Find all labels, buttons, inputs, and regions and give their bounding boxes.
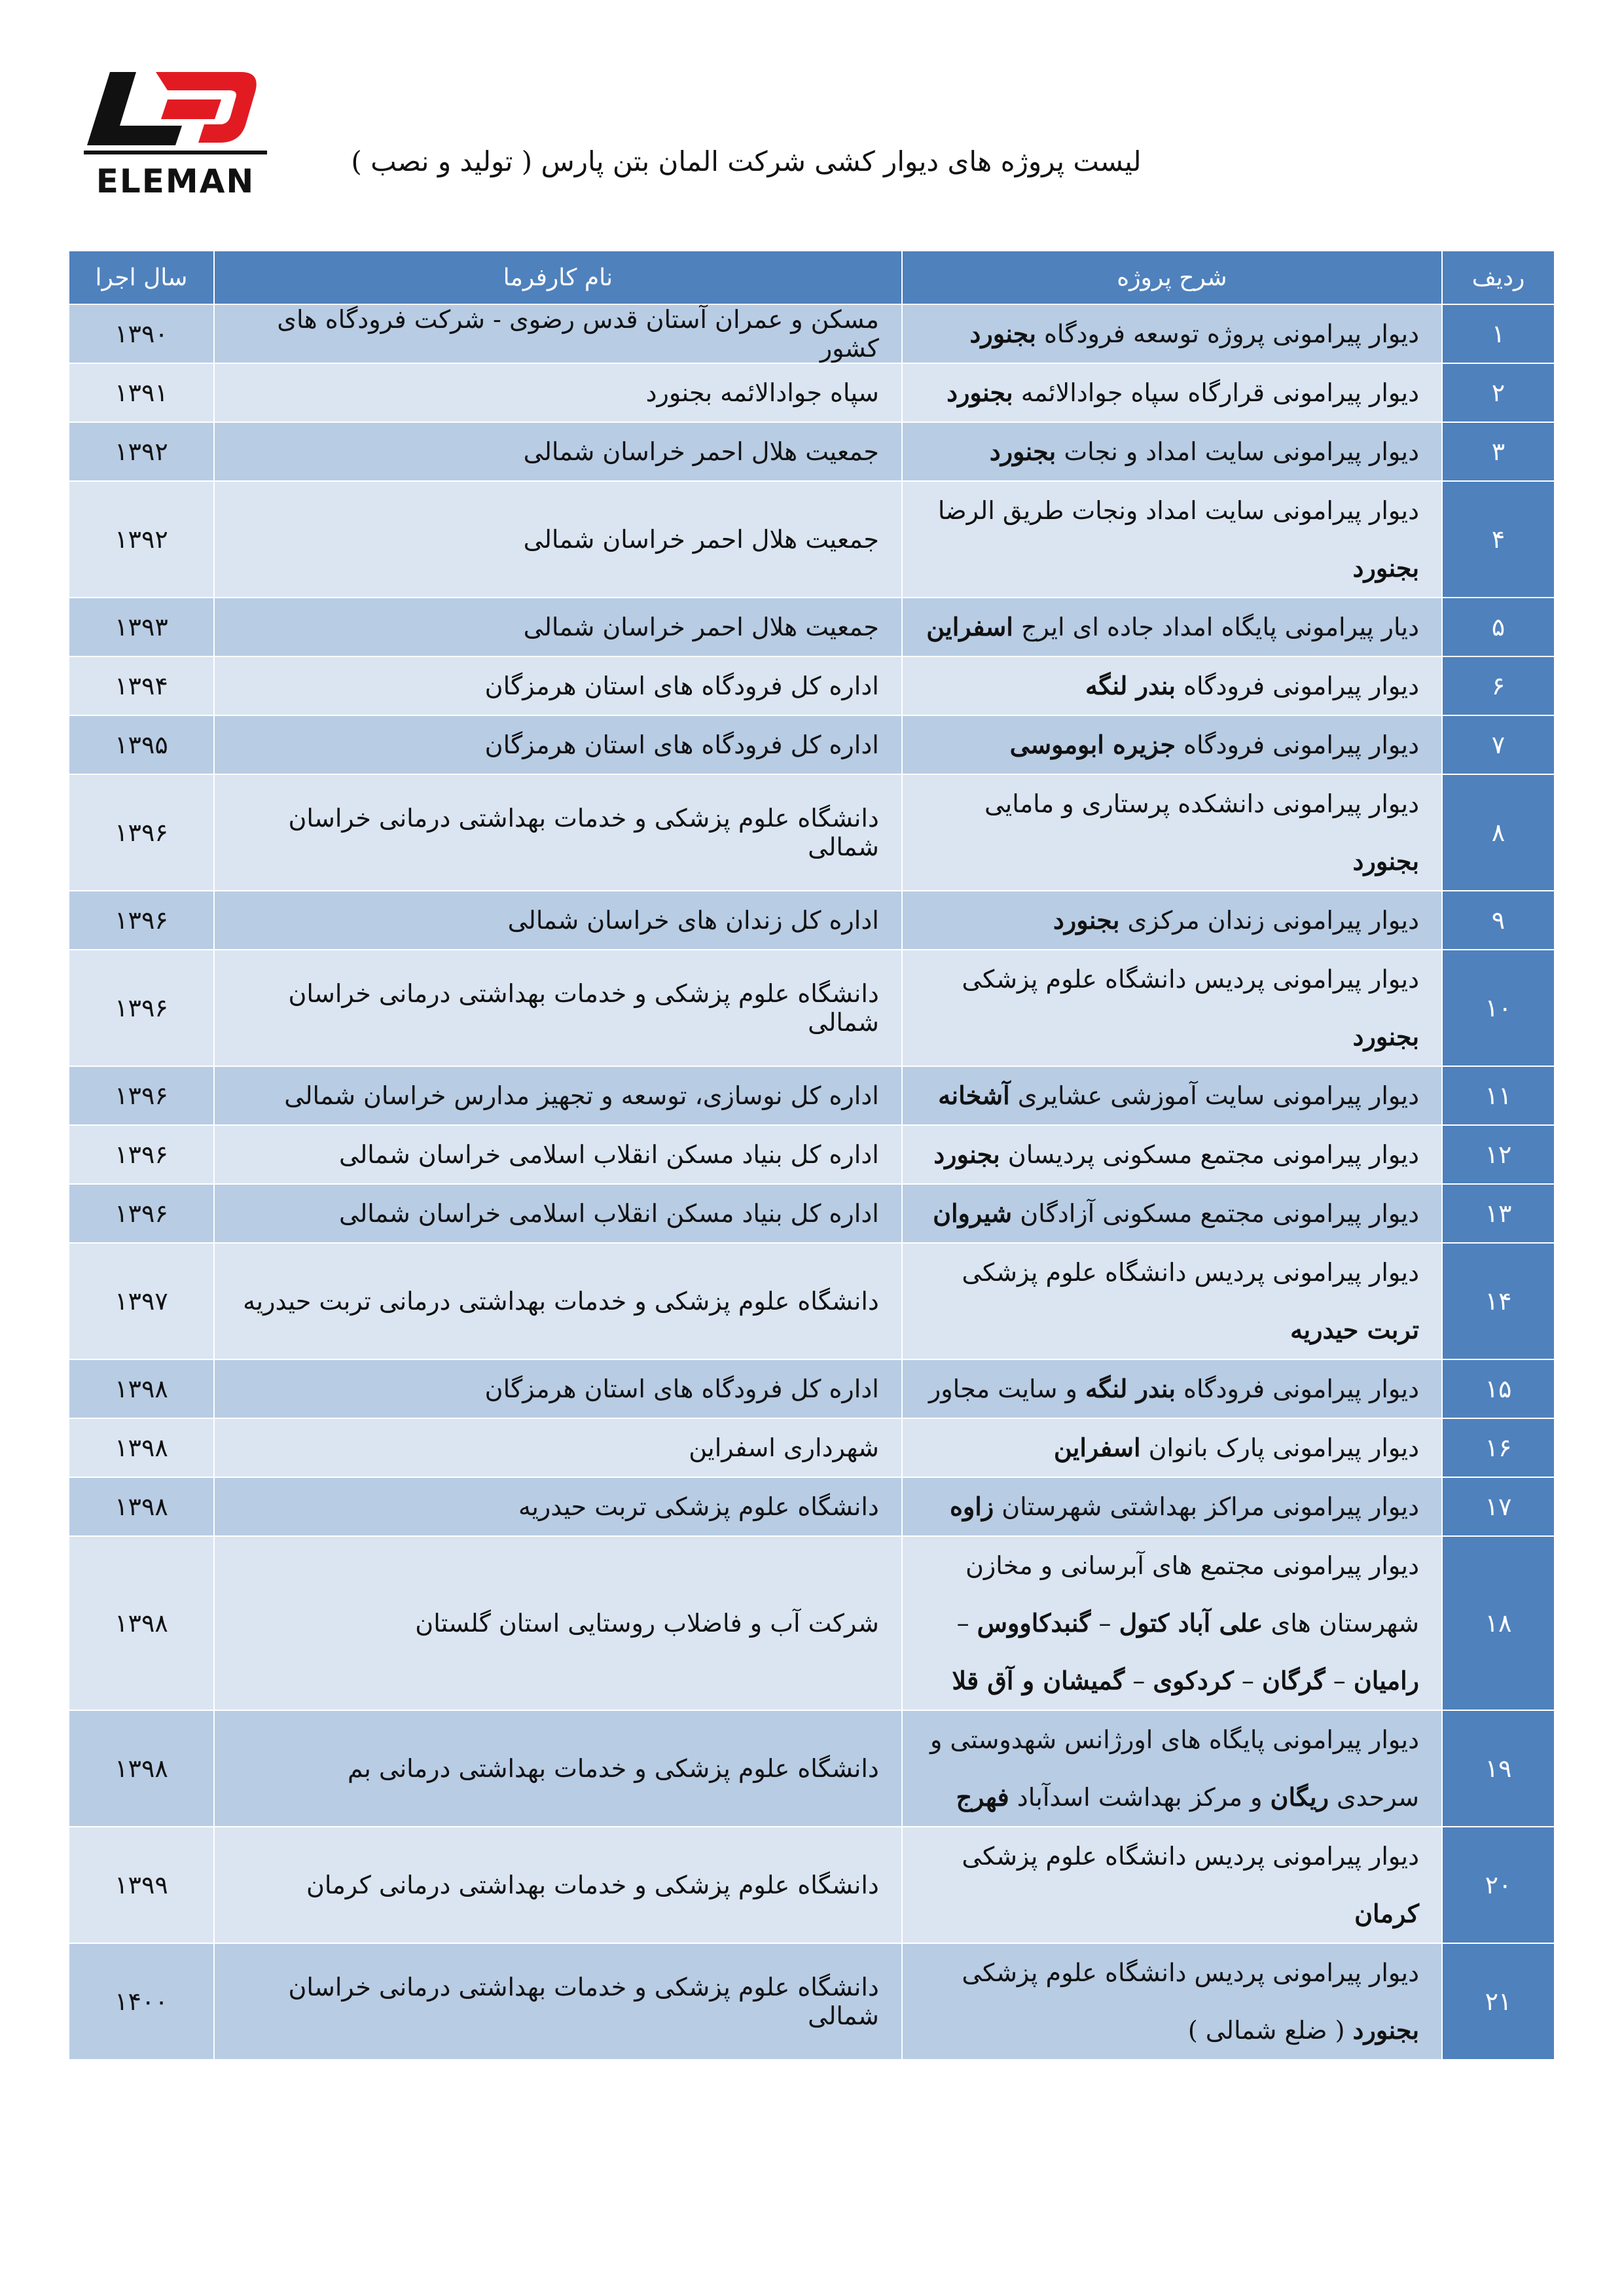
execution-year: ۱۳۹۶ — [69, 774, 214, 891]
employer-name: دانشگاه علوم پزشکی تربت حیدریه — [214, 1477, 902, 1536]
row-number: ۱۲ — [1442, 1125, 1555, 1184]
execution-year: ۱۳۹۸ — [69, 1418, 214, 1477]
project-description — [902, 598, 1442, 656]
employer-name: دانشگاه علوم پزشکی و خدمات بهداشتی درمانی بم — [214, 1710, 902, 1827]
table-row — [69, 1827, 1555, 1943]
header-row-number: ردیف — [1442, 251, 1555, 304]
employer-name: شهرداری اسفراین — [214, 1418, 902, 1477]
place-name: رامیان — [1353, 1666, 1420, 1695]
project-description — [902, 774, 1442, 891]
place-name: ریگان — [1270, 1782, 1329, 1812]
description-text: دیار پیرامونی پایگاه امداد جاده ای ایرج — [1013, 613, 1420, 641]
row-number: ۱۰ — [1442, 950, 1555, 1066]
project-description — [902, 422, 1442, 481]
place-name: کرمان — [1354, 1899, 1420, 1928]
employer-name: جمعیت هلال احمر خراسان شمالی — [214, 422, 902, 481]
place-name: گنبدکاووس — [977, 1608, 1091, 1638]
place-name: علی آباد کتول — [1119, 1608, 1263, 1638]
employer-name: جمعیت هلال احمر خراسان شمالی — [214, 481, 902, 598]
row-number: ۲ — [1442, 363, 1555, 422]
table-header — [69, 251, 1555, 304]
description-text: ( ضلع شمالی ) — [1187, 2016, 1353, 2045]
employer-name: دانشگاه علوم پزشکی و خدمات بهداشتی درمانی خراسان شمالی — [214, 1943, 902, 2060]
table-row — [69, 363, 1555, 422]
place-name: بجنورد — [969, 319, 1036, 348]
project-description — [902, 1066, 1442, 1125]
project-description — [902, 481, 1442, 598]
table-row — [69, 1710, 1555, 1827]
place-name: گرگان — [1262, 1666, 1326, 1695]
execution-year: ۱۳۹۶ — [69, 891, 214, 950]
description-text: و سایت مجاور — [928, 1374, 1085, 1403]
execution-year: ۱۳۹۵ — [69, 715, 214, 774]
header-year: سال اجرا — [69, 251, 214, 304]
description-text: دیوار پیرامونی مجتمع مسکونی آزادگان — [1012, 1199, 1420, 1228]
table-row — [69, 656, 1555, 715]
execution-year: ۱۳۹۱ — [69, 363, 214, 422]
description-text: دیوار پیرامونی پردیس دانشگاه علوم پزشکی — [962, 1842, 1420, 1871]
projects-table — [68, 250, 1555, 2060]
project-description — [902, 1477, 1442, 1536]
description-text: دیوار پیرامونی مجتمع مسکونی پردیسان — [1000, 1140, 1420, 1169]
execution-year: ۱۳۹۸ — [69, 1359, 214, 1418]
description-text: – — [956, 1609, 977, 1638]
table-row — [69, 950, 1555, 1066]
project-description — [902, 656, 1442, 715]
row-number: ۴ — [1442, 481, 1555, 598]
place-name: گمیشان و آق قلا — [952, 1666, 1125, 1695]
employer-name: سپاه جوادالائمه بجنورد — [214, 363, 902, 422]
place-name: کردکوی — [1153, 1666, 1234, 1695]
table-row — [69, 422, 1555, 481]
description-text: دیوار پیرامونی پایگاه های اورژانس شهدوستی و سرحدی — [929, 1725, 1420, 1812]
employer-name: اداره کل نوسازی، توسعه و تجهیز مدارس خراسان شمالی — [214, 1066, 902, 1125]
table-row — [69, 1943, 1555, 2060]
row-number: ۱ — [1442, 304, 1555, 363]
table-row — [69, 1125, 1555, 1184]
header-project-description: شرح پروژه — [902, 251, 1442, 304]
description-text: دیوار پیرامونی فرودگاه — [1175, 1374, 1420, 1403]
place-name: اسفراین — [926, 612, 1013, 641]
table-row — [69, 1477, 1555, 1536]
project-description — [902, 1827, 1442, 1943]
description-text: دیوار پیرامونی مراکز بهداشتی شهرستان — [994, 1492, 1420, 1521]
description-text: دیوار پیرامونی سایت آموزشی عشایری — [1009, 1081, 1420, 1110]
description-text: و مرکز بهداشت اسدآباد — [1009, 1783, 1271, 1812]
table-row — [69, 774, 1555, 891]
employer-name: دانشگاه علوم پزشکی و خدمات بهداشتی درمانی خراسان شمالی — [214, 774, 902, 891]
description-text: دیوار پیرامونی پارک بانوان — [1140, 1433, 1420, 1462]
description-text: دیوار پیرامونی پروژه توسعه فرودگاه — [1036, 319, 1420, 348]
place-name: بجنورد — [1053, 905, 1120, 935]
row-number: ۱۴ — [1442, 1243, 1555, 1359]
eleman-logo-icon — [84, 65, 267, 157]
employer-name: اداره کل فرودگاه های استان هرمزگان — [214, 656, 902, 715]
table-row — [69, 1243, 1555, 1359]
description-text: دیوار پیرامونی پردیس دانشگاه علوم پزشکی — [962, 1958, 1420, 1987]
execution-year: ۱۳۹۶ — [69, 950, 214, 1066]
project-description — [902, 363, 1442, 422]
project-description — [902, 304, 1442, 363]
place-name: آشخانه — [938, 1081, 1010, 1110]
description-text: دیوار پیرامونی دانشکده پرستاری و مامایی — [984, 789, 1420, 818]
row-number: ۱۷ — [1442, 1477, 1555, 1536]
employer-name: جمعیت هلال احمر خراسان شمالی — [214, 598, 902, 656]
row-number: ۱۶ — [1442, 1418, 1555, 1477]
row-number: ۳ — [1442, 422, 1555, 481]
place-name: اسفراین — [1053, 1433, 1141, 1462]
row-number: ۲۰ — [1442, 1827, 1555, 1943]
place-name: شیروان — [933, 1198, 1013, 1228]
row-number: ۶ — [1442, 656, 1555, 715]
description-text: دیوار پیرامونی سایت امداد ونجات طریق الرضا — [937, 496, 1420, 525]
description-text: – — [1091, 1609, 1119, 1638]
project-description — [902, 1184, 1442, 1243]
row-number: ۱۹ — [1442, 1710, 1555, 1827]
logo-wordmark: ELEMAN — [96, 162, 255, 200]
row-number: ۲۱ — [1442, 1943, 1555, 2060]
place-name: بجنورد — [1352, 553, 1420, 583]
execution-year: ۱۳۹۶ — [69, 1184, 214, 1243]
place-name: تربت حیدریه — [1290, 1315, 1420, 1344]
place-name: بندر لنگه — [1085, 1374, 1176, 1403]
eleman-logo — [84, 65, 267, 200]
execution-year: ۱۳۹۶ — [69, 1125, 214, 1184]
project-description — [902, 1243, 1442, 1359]
description-text: دیوار پیرامونی زندان مرکزی — [1119, 906, 1420, 935]
place-name: بجنورد — [933, 1139, 1000, 1169]
employer-name: دانشگاه علوم پزشکی و خدمات بهداشتی درمانی خراسان شمالی — [214, 950, 902, 1066]
table-row — [69, 1418, 1555, 1477]
project-description — [902, 1418, 1442, 1477]
execution-year: ۱۳۹۳ — [69, 598, 214, 656]
employer-name: اداره کل بنیاد مسکن انقلاب اسلامی خراسان شمالی — [214, 1184, 902, 1243]
place-name: جزیره ابوموسی — [1009, 730, 1176, 759]
table-row — [69, 1184, 1555, 1243]
employer-name: دانشگاه علوم پزشکی و خدمات بهداشتی درمانی تربت حیدریه — [214, 1243, 902, 1359]
place-name: بجنورد — [1352, 1022, 1420, 1051]
execution-year: ۱۳۹۰ — [69, 304, 214, 363]
project-description — [902, 1359, 1442, 1418]
row-number: ۱۸ — [1442, 1536, 1555, 1710]
table-row — [69, 891, 1555, 950]
description-text: – — [1125, 1666, 1153, 1695]
execution-year: ۱۳۹۷ — [69, 1243, 214, 1359]
row-number: ۷ — [1442, 715, 1555, 774]
table-row — [69, 304, 1555, 363]
place-name: بجنورد — [947, 378, 1013, 407]
project-description — [902, 1536, 1442, 1710]
description-text: دیوار پیرامونی سایت امداد و نجات — [1056, 437, 1420, 466]
execution-year: ۱۳۹۶ — [69, 1066, 214, 1125]
row-number: ۵ — [1442, 598, 1555, 656]
execution-year: ۱۳۹۲ — [69, 481, 214, 598]
row-number: ۱۵ — [1442, 1359, 1555, 1418]
table-row — [69, 598, 1555, 656]
execution-year: ۱۳۹۲ — [69, 422, 214, 481]
description-text: – — [1233, 1666, 1262, 1695]
employer-name: مسکن و عمران آستان قدس رضوی - شرکت فرودگاه های کشور — [214, 304, 902, 363]
project-description — [902, 1710, 1442, 1827]
place-name: فهرج — [956, 1782, 1009, 1812]
place-name: بندر لنگه — [1085, 671, 1176, 700]
row-number: ۱۳ — [1442, 1184, 1555, 1243]
employer-name: اداره کل فرودگاه های استان هرمزگان — [214, 715, 902, 774]
table-row — [69, 1536, 1555, 1710]
employer-name: اداره کل فرودگاه های استان هرمزگان — [214, 1359, 902, 1418]
execution-year: ۱۴۰۰ — [69, 1943, 214, 2060]
table-body — [69, 304, 1555, 2060]
table-row — [69, 481, 1555, 598]
execution-year: ۱۳۹۸ — [69, 1477, 214, 1536]
description-text: دیوار پیرامونی مجتمع های آبرسانی و مخازن شهرستان های — [965, 1551, 1420, 1638]
place-name: بجنورد — [1352, 2015, 1420, 2045]
page-title: لیست پروژه های دیوار کشی شرکت المان بتن پارس ( تولید و نصب ) — [351, 145, 1142, 177]
description-text: دیوار پیرامونی قرارگاه سپاه جوادالائمه — [1013, 378, 1420, 407]
description-text: دیوار پیرامونی پردیس دانشگاه علوم پزشکی — [962, 965, 1420, 994]
row-number: ۹ — [1442, 891, 1555, 950]
execution-year: ۱۳۹۴ — [69, 656, 214, 715]
execution-year: ۱۳۹۸ — [69, 1710, 214, 1827]
project-description — [902, 891, 1442, 950]
project-description — [902, 1125, 1442, 1184]
execution-year: ۱۳۹۹ — [69, 1827, 214, 1943]
project-description — [902, 715, 1442, 774]
table-row — [69, 1359, 1555, 1418]
place-name: بجنورد — [1352, 846, 1420, 876]
execution-year: ۱۳۹۸ — [69, 1536, 214, 1710]
description-text: دیوار پیرامونی پردیس دانشگاه علوم پزشکی — [962, 1258, 1420, 1287]
description-text: دیوار پیرامونی فرودگاه — [1175, 730, 1420, 759]
project-description — [902, 1943, 1442, 2060]
employer-name: دانشگاه علوم پزشکی و خدمات بهداشتی درمانی کرمان — [214, 1827, 902, 1943]
employer-name: اداره کل بنیاد مسکن انقلاب اسلامی خراسان شمالی — [214, 1125, 902, 1184]
table-row — [69, 715, 1555, 774]
place-name: زاوه — [950, 1492, 994, 1521]
description-text: دیوار پیرامونی فرودگاه — [1175, 672, 1420, 700]
table-row — [69, 1066, 1555, 1125]
project-description — [902, 950, 1442, 1066]
row-number: ۱۱ — [1442, 1066, 1555, 1125]
header-employer: نام کارفرما — [214, 251, 902, 304]
employer-name: اداره کل زندان های خراسان شمالی — [214, 891, 902, 950]
row-number: ۸ — [1442, 774, 1555, 891]
place-name: بجنورد — [989, 437, 1056, 466]
description-text: – — [1325, 1666, 1354, 1695]
employer-name: شرکت آب و فاضلاب روستایی استان گلستان — [214, 1536, 902, 1710]
